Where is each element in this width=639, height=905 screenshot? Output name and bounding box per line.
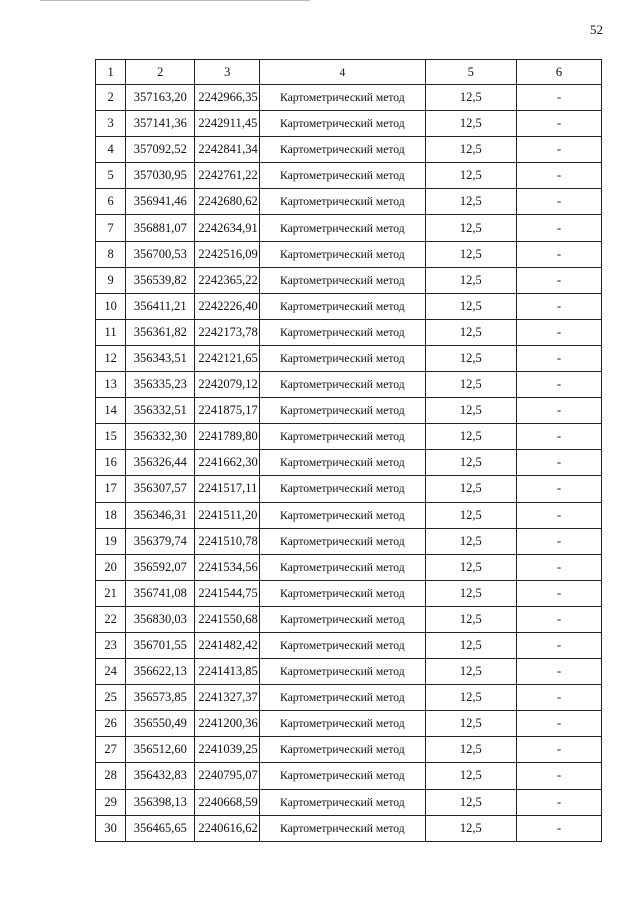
y-coordinate-cell: 2242966,35 (195, 85, 260, 111)
table-row (96, 241, 602, 267)
y-coordinate-cell: 2241039,25 (195, 737, 260, 763)
note-cell: - (517, 711, 602, 737)
header-cell: 2 (126, 60, 195, 85)
table-row (96, 528, 602, 554)
accuracy-cell: 12,5 (425, 554, 517, 580)
y-coordinate-cell: 2242121,65 (195, 345, 260, 371)
x-coordinate-cell: 356346,31 (126, 502, 195, 528)
note-cell: - (517, 632, 602, 658)
table-row (96, 789, 602, 815)
table-row (96, 137, 602, 163)
x-coordinate-cell: 356335,23 (126, 372, 195, 398)
x-coordinate-cell: 356741,08 (126, 580, 195, 606)
method-cell: Картометрический метод (260, 267, 425, 293)
accuracy-cell: 12,5 (425, 372, 517, 398)
point-number-cell: 16 (96, 450, 126, 476)
point-number-cell: 15 (96, 424, 126, 450)
table-row (96, 398, 602, 424)
point-number-cell: 19 (96, 528, 126, 554)
note-cell: - (517, 85, 602, 111)
method-cell: Картометрический метод (260, 659, 425, 685)
x-coordinate-cell: 356701,55 (126, 632, 195, 658)
x-coordinate-cell: 356622,13 (126, 659, 195, 685)
point-number-cell: 24 (96, 659, 126, 685)
note-cell: - (517, 163, 602, 189)
x-coordinate-cell: 356592,07 (126, 554, 195, 580)
table-row (96, 215, 602, 241)
method-cell: Картометрический метод (260, 372, 425, 398)
y-coordinate-cell: 2242365,22 (195, 267, 260, 293)
note-cell: - (517, 763, 602, 789)
accuracy-cell: 12,5 (425, 502, 517, 528)
table-row (96, 685, 602, 711)
y-coordinate-cell: 2242173,78 (195, 319, 260, 345)
point-number-cell: 26 (96, 711, 126, 737)
table-row (96, 554, 602, 580)
point-number-cell: 20 (96, 554, 126, 580)
table-header-row (96, 60, 602, 85)
note-cell: - (517, 606, 602, 632)
accuracy-cell: 12,5 (425, 476, 517, 502)
table-row (96, 111, 602, 137)
scan-edge-line (40, 0, 310, 1)
header-cell: 4 (260, 60, 425, 85)
table-row (96, 815, 602, 841)
x-coordinate-cell: 356941,46 (126, 189, 195, 215)
note-cell: - (517, 737, 602, 763)
method-cell: Картометрический метод (260, 606, 425, 632)
table-row (96, 450, 602, 476)
method-cell: Картометрический метод (260, 241, 425, 267)
y-coordinate-cell: 2241517,11 (195, 476, 260, 502)
point-number-cell: 28 (96, 763, 126, 789)
accuracy-cell: 12,5 (425, 737, 517, 763)
x-coordinate-cell: 356550,49 (126, 711, 195, 737)
accuracy-cell: 12,5 (425, 450, 517, 476)
table-row (96, 372, 602, 398)
x-coordinate-cell: 357092,52 (126, 137, 195, 163)
point-number-cell: 23 (96, 632, 126, 658)
note-cell: - (517, 267, 602, 293)
point-number-cell: 30 (96, 815, 126, 841)
table-row (96, 424, 602, 450)
x-coordinate-cell: 356332,30 (126, 424, 195, 450)
point-number-cell: 6 (96, 189, 126, 215)
note-cell: - (517, 528, 602, 554)
point-number-cell: 18 (96, 502, 126, 528)
accuracy-cell: 12,5 (425, 606, 517, 632)
note-cell: - (517, 502, 602, 528)
note-cell: - (517, 450, 602, 476)
header-cell: 6 (517, 60, 602, 85)
point-number-cell: 2 (96, 85, 126, 111)
method-cell: Картометрический метод (260, 163, 425, 189)
note-cell: - (517, 241, 602, 267)
method-cell: Картометрический метод (260, 632, 425, 658)
y-coordinate-cell: 2241875,17 (195, 398, 260, 424)
y-coordinate-cell: 2240795,07 (195, 763, 260, 789)
y-coordinate-cell: 2241789,80 (195, 424, 260, 450)
point-number-cell: 8 (96, 241, 126, 267)
y-coordinate-cell: 2242516,09 (195, 241, 260, 267)
y-coordinate-cell: 2242911,45 (195, 111, 260, 137)
x-coordinate-cell: 357141,36 (126, 111, 195, 137)
note-cell: - (517, 372, 602, 398)
accuracy-cell: 12,5 (425, 319, 517, 345)
point-number-cell: 17 (96, 476, 126, 502)
note-cell: - (517, 293, 602, 319)
point-number-cell: 3 (96, 111, 126, 137)
method-cell: Картометрический метод (260, 189, 425, 215)
table-row (96, 293, 602, 319)
accuracy-cell: 12,5 (425, 424, 517, 450)
y-coordinate-cell: 2241200,36 (195, 711, 260, 737)
accuracy-cell: 12,5 (425, 789, 517, 815)
y-coordinate-cell: 2242079,12 (195, 372, 260, 398)
x-coordinate-cell: 356432,83 (126, 763, 195, 789)
accuracy-cell: 12,5 (425, 763, 517, 789)
note-cell: - (517, 215, 602, 241)
table-row (96, 580, 602, 606)
note-cell: - (517, 111, 602, 137)
x-coordinate-cell: 356830,03 (126, 606, 195, 632)
point-number-cell: 11 (96, 319, 126, 345)
note-cell: - (517, 554, 602, 580)
accuracy-cell: 12,5 (425, 632, 517, 658)
x-coordinate-cell: 356307,57 (126, 476, 195, 502)
accuracy-cell: 12,5 (425, 137, 517, 163)
note-cell: - (517, 815, 602, 841)
y-coordinate-cell: 2241511,20 (195, 502, 260, 528)
accuracy-cell: 12,5 (425, 111, 517, 137)
point-number-cell: 7 (96, 215, 126, 241)
y-coordinate-cell: 2242226,40 (195, 293, 260, 319)
header-cell: 1 (96, 60, 126, 85)
x-coordinate-cell: 356361,82 (126, 319, 195, 345)
accuracy-cell: 12,5 (425, 345, 517, 371)
method-cell: Картометрический метод (260, 502, 425, 528)
table-row (96, 163, 602, 189)
x-coordinate-cell: 357030,95 (126, 163, 195, 189)
table-row (96, 502, 602, 528)
note-cell: - (517, 189, 602, 215)
accuracy-cell: 12,5 (425, 711, 517, 737)
table-row (96, 763, 602, 789)
accuracy-cell: 12,5 (425, 815, 517, 841)
y-coordinate-cell: 2241482,42 (195, 632, 260, 658)
method-cell: Картометрический метод (260, 685, 425, 711)
x-coordinate-cell: 356379,74 (126, 528, 195, 554)
method-cell: Картометрический метод (260, 554, 425, 580)
note-cell: - (517, 476, 602, 502)
header-cell: 5 (425, 60, 517, 85)
table-row (96, 632, 602, 658)
method-cell: Картометрический метод (260, 424, 425, 450)
accuracy-cell: 12,5 (425, 215, 517, 241)
header-cell: 3 (195, 60, 260, 85)
note-cell: - (517, 345, 602, 371)
method-cell: Картометрический метод (260, 215, 425, 241)
y-coordinate-cell: 2241327,37 (195, 685, 260, 711)
accuracy-cell: 12,5 (425, 398, 517, 424)
y-coordinate-cell: 2242841,34 (195, 137, 260, 163)
table-body (96, 60, 602, 842)
method-cell: Картометрический метод (260, 319, 425, 345)
y-coordinate-cell: 2241413,85 (195, 659, 260, 685)
point-number-cell: 4 (96, 137, 126, 163)
x-coordinate-cell: 356573,85 (126, 685, 195, 711)
table-row (96, 476, 602, 502)
method-cell: Картометрический метод (260, 815, 425, 841)
accuracy-cell: 12,5 (425, 163, 517, 189)
table-row (96, 319, 602, 345)
coordinates-table (95, 59, 602, 842)
note-cell: - (517, 137, 602, 163)
method-cell: Картометрический метод (260, 293, 425, 319)
y-coordinate-cell: 2241662,30 (195, 450, 260, 476)
accuracy-cell: 12,5 (425, 293, 517, 319)
point-number-cell: 25 (96, 685, 126, 711)
note-cell: - (517, 580, 602, 606)
x-coordinate-cell: 356332,51 (126, 398, 195, 424)
point-number-cell: 21 (96, 580, 126, 606)
method-cell: Картометрический метод (260, 398, 425, 424)
table-row (96, 85, 602, 111)
note-cell: - (517, 659, 602, 685)
y-coordinate-cell: 2242680,62 (195, 189, 260, 215)
x-coordinate-cell: 356512,60 (126, 737, 195, 763)
y-coordinate-cell: 2242634,91 (195, 215, 260, 241)
note-cell: - (517, 424, 602, 450)
method-cell: Картометрический метод (260, 528, 425, 554)
point-number-cell: 12 (96, 345, 126, 371)
accuracy-cell: 12,5 (425, 659, 517, 685)
x-coordinate-cell: 356326,44 (126, 450, 195, 476)
method-cell: Картометрический метод (260, 476, 425, 502)
accuracy-cell: 12,5 (425, 267, 517, 293)
point-number-cell: 9 (96, 267, 126, 293)
method-cell: Картометрический метод (260, 85, 425, 111)
y-coordinate-cell: 2241510,78 (195, 528, 260, 554)
x-coordinate-cell: 356411,21 (126, 293, 195, 319)
x-coordinate-cell: 356343,51 (126, 345, 195, 371)
x-coordinate-cell: 356700,53 (126, 241, 195, 267)
table-row (96, 659, 602, 685)
note-cell: - (517, 398, 602, 424)
y-coordinate-cell: 2240668,59 (195, 789, 260, 815)
method-cell: Картометрический метод (260, 450, 425, 476)
accuracy-cell: 12,5 (425, 685, 517, 711)
table-row (96, 606, 602, 632)
table-row (96, 189, 602, 215)
method-cell: Картометрический метод (260, 111, 425, 137)
y-coordinate-cell: 2241550,68 (195, 606, 260, 632)
method-cell: Картометрический метод (260, 345, 425, 371)
x-coordinate-cell: 356465,65 (126, 815, 195, 841)
point-number-cell: 22 (96, 606, 126, 632)
x-coordinate-cell: 356539,82 (126, 267, 195, 293)
x-coordinate-cell: 356398,13 (126, 789, 195, 815)
x-coordinate-cell: 356881,07 (126, 215, 195, 241)
accuracy-cell: 12,5 (425, 85, 517, 111)
point-number-cell: 13 (96, 372, 126, 398)
method-cell: Картометрический метод (260, 789, 425, 815)
y-coordinate-cell: 2240616,62 (195, 815, 260, 841)
note-cell: - (517, 789, 602, 815)
note-cell: - (517, 685, 602, 711)
y-coordinate-cell: 2242761,22 (195, 163, 260, 189)
method-cell: Картометрический метод (260, 763, 425, 789)
table-row (96, 267, 602, 293)
point-number-cell: 29 (96, 789, 126, 815)
table-row (96, 345, 602, 371)
accuracy-cell: 12,5 (425, 580, 517, 606)
accuracy-cell: 12,5 (425, 241, 517, 267)
point-number-cell: 5 (96, 163, 126, 189)
page-number: 52 (590, 22, 603, 37)
y-coordinate-cell: 2241534,56 (195, 554, 260, 580)
method-cell: Картометрический метод (260, 737, 425, 763)
point-number-cell: 14 (96, 398, 126, 424)
table-row (96, 737, 602, 763)
method-cell: Картометрический метод (260, 137, 425, 163)
note-cell: - (517, 319, 602, 345)
y-coordinate-cell: 2241544,75 (195, 580, 260, 606)
point-number-cell: 27 (96, 737, 126, 763)
x-coordinate-cell: 357163,20 (126, 85, 195, 111)
accuracy-cell: 12,5 (425, 528, 517, 554)
accuracy-cell: 12,5 (425, 189, 517, 215)
point-number-cell: 10 (96, 293, 126, 319)
method-cell: Картометрический метод (260, 580, 425, 606)
table-row (96, 711, 602, 737)
method-cell: Картометрический метод (260, 711, 425, 737)
